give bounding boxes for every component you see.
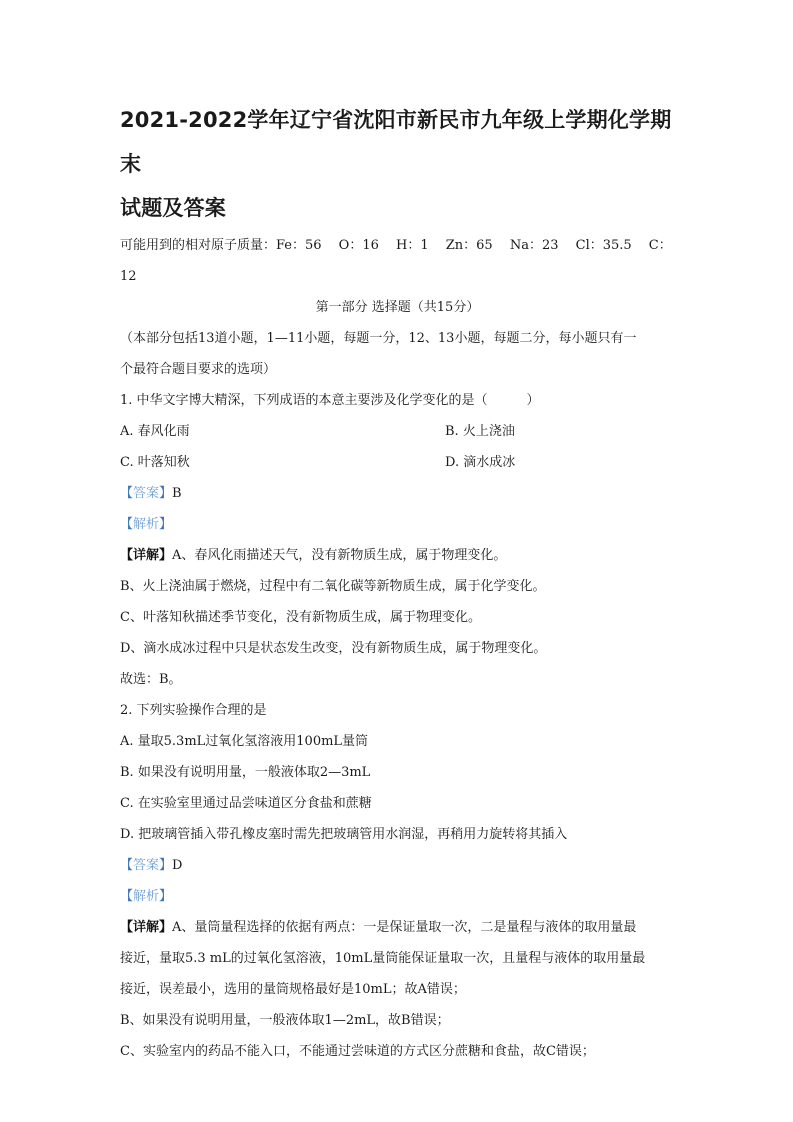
document-page <box>120 98 675 1067</box>
analysis-bracket-close: 】 <box>159 889 173 904</box>
answer-bracket-open: 【 <box>120 858 134 873</box>
detail-label: 【详解】 <box>120 920 173 935</box>
question-2-option-a: A. 量取5.3mL过氧化氢溶液用100mL量筒 <box>120 734 369 749</box>
question-2-option-b: B. 如果没有说明用量，一般液体取2—3mL <box>120 765 371 780</box>
answer-label-text: 答案 <box>133 486 160 501</box>
document-title-line-2: 试题及答案 <box>120 196 226 220</box>
question-1-detail-line-2: B、火上浇油属于燃烧，过程中有二氧化碳等新物质生成，属于化学变化。 <box>120 579 546 594</box>
answer-bracket-close: 】 <box>159 858 173 873</box>
question-1-options-row-2 <box>120 447 675 478</box>
analysis-label-text: 解析 <box>133 889 160 904</box>
question-2-option-d: D. 把玻璃管插入带孔橡皮塞时需先把玻璃管用水润湿，再稍用力旋转将其插入 <box>120 827 568 842</box>
question-1 <box>120 385 675 695</box>
question-1-detail-line-1 <box>120 540 675 571</box>
question-2-analysis-label <box>120 881 675 912</box>
analysis-label <box>120 889 172 904</box>
question-1-option-b: B. 火上浇油 <box>445 424 515 439</box>
detail-label: 【详解】 <box>120 548 173 563</box>
analysis-label-text: 解析 <box>133 517 160 532</box>
question-1-options-row-1 <box>120 416 675 447</box>
answer-label <box>120 486 172 501</box>
detail-text: A、量筒量程选择的依据有两点：一是保证量取一次，二是量程与液体的取用量最 <box>172 920 637 935</box>
answer-bracket-open: 【 <box>120 486 134 501</box>
answer-label <box>120 858 172 873</box>
question-1-option-c: C. 叶落知秋 <box>120 455 190 470</box>
section-note-line-2: 个最符合题目要求的选项） <box>120 362 277 377</box>
question-2-detail-line-2: 接近，量取5.3 mL的过氧化氢溶液，10mL量筒能保证量取一次，且量程与液体的取用量最 <box>120 951 646 966</box>
question-2-answer-value: D <box>172 858 183 873</box>
question-1-conclusion: 故选：B。 <box>120 672 182 687</box>
question-1-detail-line-4: D、滴水成冰过程中只是状态发生改变，没有新物质生成，属于物理变化。 <box>120 641 547 656</box>
section-heading: 第一部分 选择题（共15分） <box>315 300 480 315</box>
answer-bracket-close: 】 <box>159 486 173 501</box>
question-2-detail-line-3: 接近，误差最小，选用的量筒规格最好是10mL；故A错误； <box>120 982 466 997</box>
analysis-bracket-open: 【 <box>120 517 134 532</box>
question-2-detail-line-1 <box>120 912 675 943</box>
question-2-detail-line-4: B、如果没有说明用量，一般液体取1—2mL，故B错误； <box>120 1013 450 1028</box>
question-2-stem: 2. 下列实验操作合理的是 <box>120 703 267 718</box>
question-1-answer <box>120 478 675 509</box>
question-1-option-a: A. 春风化雨 <box>120 424 190 439</box>
atomic-mass-line-2: 12 <box>120 269 137 284</box>
atomic-mass-line-1: 可能用到的相对原子质量：Fe：56 O：16 H：1 Zn：65 Na：23 Cl：35.5 C： <box>120 238 672 253</box>
question-2-answer <box>120 850 675 881</box>
detail-text: A、春风化雨描述天气，没有新物质生成，属于物理变化。 <box>172 548 507 563</box>
question-2 <box>120 695 675 1067</box>
analysis-bracket-open: 【 <box>120 889 134 904</box>
section-note-line-1: （本部分包括13道小题，1—11小题，每题一分，12、13小题，每题二分，每小题只有一 <box>120 331 637 346</box>
answer-label-text: 答案 <box>133 858 160 873</box>
analysis-bracket-close: 】 <box>159 517 173 532</box>
question-1-answer-value: B <box>172 486 182 501</box>
question-1-stem: 1. 中华文字博大精深，下列成语的本意主要涉及化学变化的是（ ） <box>120 393 540 408</box>
question-1-detail-line-3: C、叶落知秋描述季节变化，没有新物质生成，属于物理变化。 <box>120 610 481 625</box>
document-title-line-1: 2021-2022学年辽宁省沈阳市新民市九年级上学期化学期末 <box>120 108 672 176</box>
question-2-option-c: C. 在实验室里通过品尝味道区分食盐和蔗糖 <box>120 796 372 811</box>
question-1-option-d: D. 滴水成冰 <box>445 455 516 470</box>
analysis-label <box>120 517 172 532</box>
question-1-analysis-label <box>120 509 675 540</box>
question-2-detail-line-5: C、实验室内的药品不能入口，不能通过尝味道的方式区分蔗糖和食盐，故C错误； <box>120 1044 595 1059</box>
